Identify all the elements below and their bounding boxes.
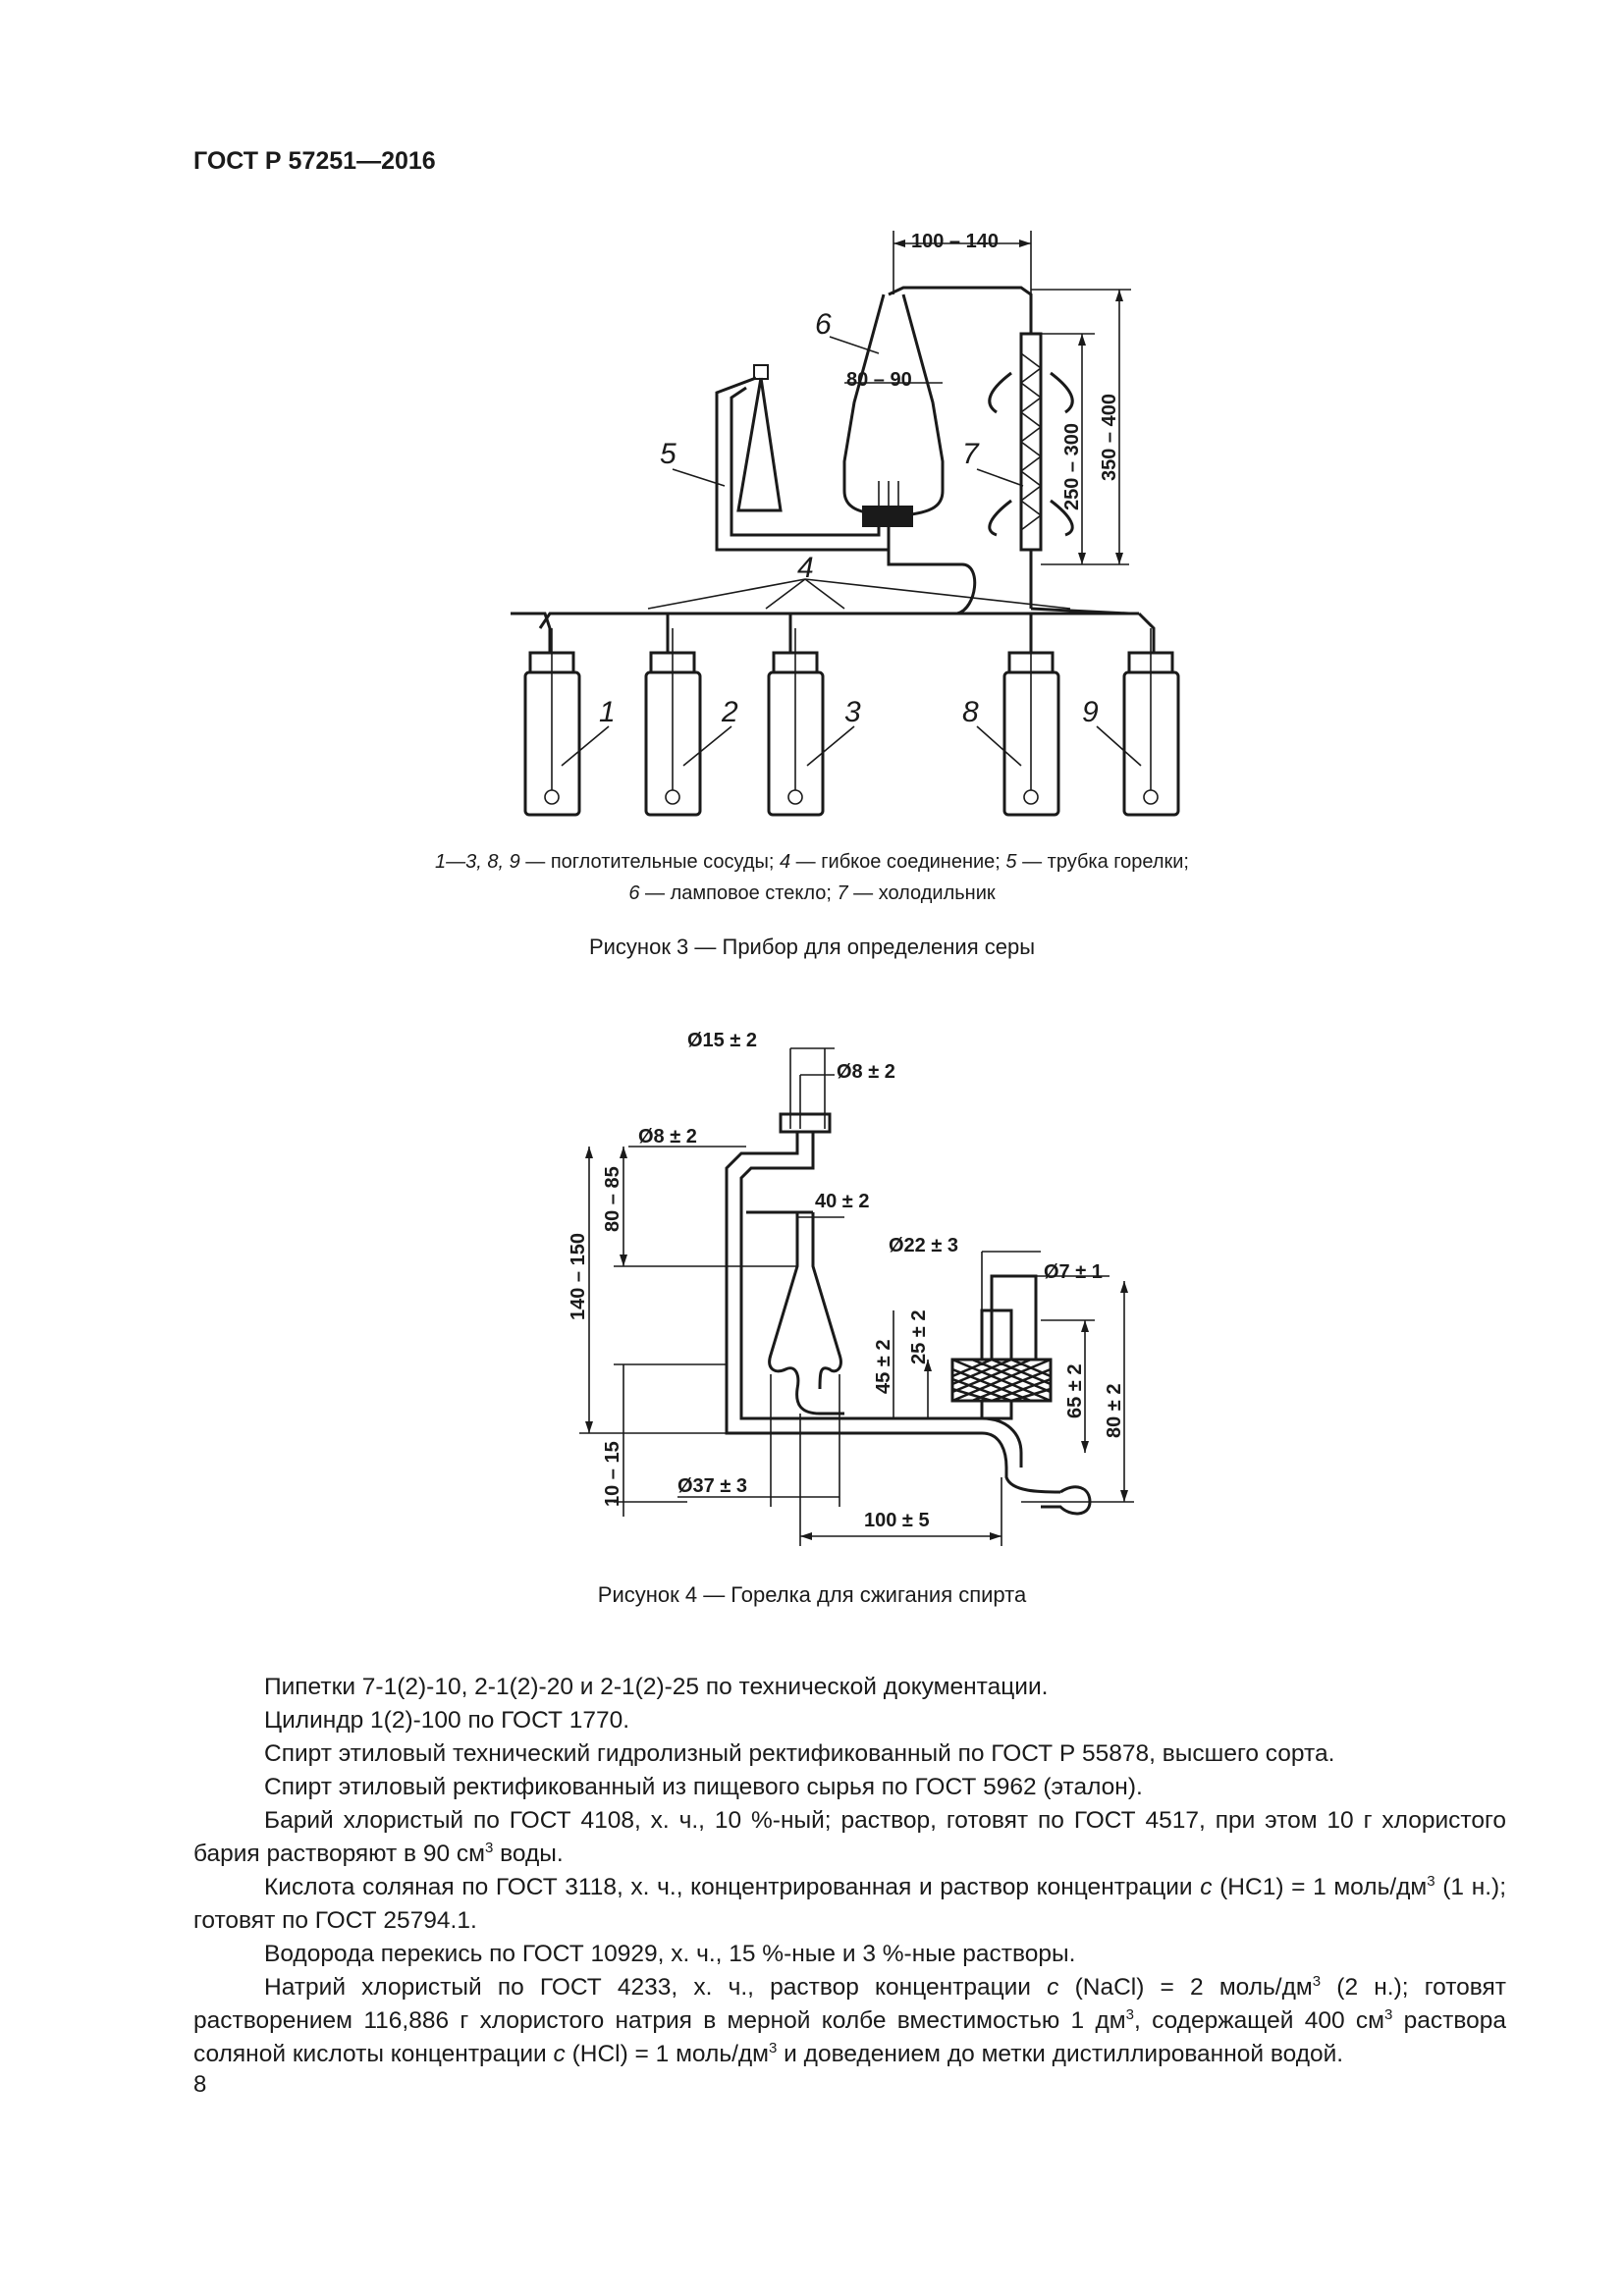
dim-65: 65 ± 2	[1064, 1363, 1086, 1418]
dim-100: 100 ± 5	[864, 1510, 930, 1531]
dim-25: 25 ± 2	[908, 1309, 930, 1364]
dim-80-85: 80 – 85	[602, 1166, 623, 1232]
dim-140-150: 140 – 150	[568, 1233, 589, 1320]
dim-250-300: 250 – 300	[1061, 423, 1083, 510]
paragraph-hydrochloric-acid: Кислота соляная по ГОСТ 3118, х. ч., концентрированная и раствор концентрации c (НС1) = 1 моль/$дм^3$ (1 н.); готовят по ГОСТ 25794.1.	[193, 1873, 1507, 1934]
callout-6: 6	[815, 308, 832, 341]
callout-2: 2	[722, 696, 738, 728]
vessel-9	[1124, 614, 1178, 815]
figure-4-caption: Рисунок 4 — Горелка для сжигания спирта	[597, 1582, 1027, 1607]
body-text	[193, 1671, 1506, 2071]
dim-350-400: 350 – 400	[1099, 394, 1120, 481]
paragraph-ethanol-standard: Спирт этиловый ректификованный из пищевого сырья по ГОСТ 5962 (эталон).	[264, 1774, 1143, 1800]
dim-d8-side: Ø8 ± 2	[638, 1126, 697, 1148]
callout-9: 9	[1082, 696, 1099, 728]
callout-4: 4	[797, 552, 814, 584]
dim-80-90: 80 – 90	[846, 369, 912, 391]
dim-d22: Ø22 ± 3	[889, 1235, 959, 1256]
paragraph-pipettes: Пипетки 7-1(2)-10, 2-1(2)-20 и 2-1(2)-25 по технической документации.	[264, 1674, 1049, 1700]
callout-7: 7	[962, 438, 979, 470]
dim-d15: Ø15 ± 2	[687, 1030, 758, 1051]
callout-1: 1	[599, 696, 616, 728]
dim-100-140: 100 – 140	[911, 231, 999, 252]
page-number: 8	[193, 2071, 207, 2098]
vessel-1	[511, 614, 579, 815]
dim-d7: Ø7 ± 1	[1044, 1261, 1103, 1283]
figure-3-apparatus-diagram	[0, 216, 1624, 844]
paragraph-cylinder: Цилиндр 1(2)-100 по ГОСТ 1770.	[264, 1707, 630, 1734]
vessel-3	[769, 614, 823, 815]
paragraph-hydrogen-peroxide: Водорода перекись по ГОСТ 10929, х. ч., 15 %-ные и 3 %-ные растворы.	[264, 1941, 1076, 1967]
callout-3: 3	[844, 696, 861, 728]
dim-40: 40 ± 2	[815, 1191, 870, 1212]
figure-3-caption: Рисунок 3 — Прибор для определения серы	[588, 934, 1036, 959]
paragraph-sodium-chloride: Натрий хлористый по ГОСТ 4233, х. ч., раствор концентрации c (NaCl) = 2 моль/$дм^3$ (2 н.); готовят растворением 116,886 г хлористого натрия в мерной колбе вместимостью 1 $дм^3$, содержащей 400 $см^3$ раствора соляной кислоты концентрации c (HCl) = 1 моль/$дм^3$ и доведением до метки дистиллированной водой.	[193, 1973, 1507, 2067]
dim-d8-top: Ø8 ± 2	[837, 1061, 895, 1083]
figure-4-burner-diagram	[0, 1011, 1624, 1561]
vessel-8	[1004, 614, 1058, 815]
paragraph-barium-chloride: Барий хлористый по ГОСТ 4108, х. ч., 10 %-ный; раствор, готовят по ГОСТ 4517, при этом 10 г хлористого бария растворяют в 90 $см^3$ воды.	[193, 1807, 1506, 1867]
paragraph-ethanol-technical: Спирт этиловый технический гидролизный ректификованный по ГОСТ Р 55878, высшего сорта.	[264, 1740, 1335, 1767]
dim-45: 45 ± 2	[873, 1339, 894, 1394]
figure-3-legend: 1—3, 8, 9 — поглотительные сосуды; 4 — гибкое соединение; 5 — трубка горелки; 6 — ламповое стекло; 7 — холодильник	[435, 851, 1189, 904]
dim-d37: Ø37 ± 3	[677, 1475, 748, 1497]
vessel-2	[646, 614, 700, 815]
dim-80: 80 ± 2	[1104, 1383, 1125, 1438]
callout-8: 8	[962, 696, 979, 728]
dim-10-15: 10 – 15	[602, 1441, 623, 1507]
callout-5: 5	[660, 438, 677, 470]
document-header: ГОСТ Р 57251—2016	[193, 147, 436, 175]
